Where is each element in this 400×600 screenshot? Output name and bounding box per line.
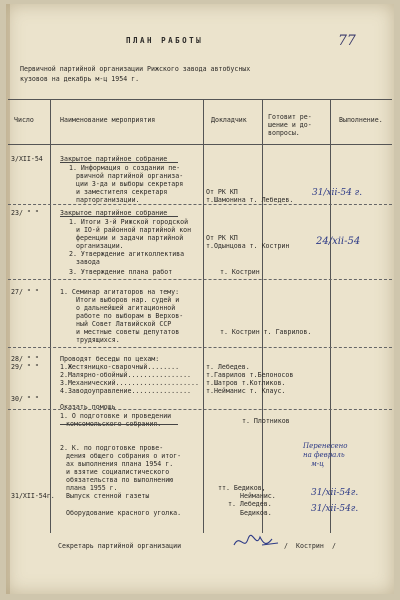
row-separator xyxy=(8,347,392,348)
row-3-text: т.Гаврилов т.Белоносов xyxy=(206,371,294,379)
row-1-text: завода xyxy=(76,258,100,266)
row-4-text: дения общего собрания о итог- xyxy=(66,452,182,460)
row-3-text: 30/ " " xyxy=(11,395,39,403)
header-preparer-1: Готовит ре- xyxy=(268,113,312,121)
column-divider-2 xyxy=(203,99,204,533)
heading-underline xyxy=(60,216,178,217)
row-1-text: ференции и задачи партийной xyxy=(76,234,184,242)
row-1-text: и IO-й районной партийной кон xyxy=(76,226,192,234)
row-3-text: Оказать помощь xyxy=(60,403,116,411)
subtitle-line-2: кузовов на декабрь м-ц 1954 г. xyxy=(20,75,140,83)
row-4-text: ах выполнения плана 1954 г. xyxy=(66,460,174,468)
page-edge-left xyxy=(6,4,10,594)
row-2-text: ный Совет Латвийской ССР xyxy=(76,320,172,328)
row-1-text: Закрытое партийное собрание xyxy=(60,209,168,217)
header-event: Наименование мероприятия xyxy=(60,116,156,124)
row-1-text: 23/ " " xyxy=(11,209,39,217)
folio-number: 77 xyxy=(338,33,356,49)
row-1-text: 1. Итоги 3-й Рижской городской xyxy=(69,218,189,226)
handwritten-note: на февраль xyxy=(303,451,345,459)
row-4-text: т. Плотников xyxy=(242,417,290,425)
secretary-name: Кострин xyxy=(296,542,324,550)
row-2-text: о дальнейшей агитационной xyxy=(76,304,176,312)
row-separator xyxy=(8,279,392,280)
row-3-text: т. Лебедев. xyxy=(206,363,250,371)
handwritten-note: 31/xii-54 г. xyxy=(312,188,363,198)
row-5-text: Бедиков. xyxy=(240,509,272,517)
column-divider-4 xyxy=(330,99,331,533)
heading-underline xyxy=(60,424,178,425)
row-4-text: 1. О подготовке и проведении xyxy=(60,412,172,420)
subtitle-line-1: Первичной партийной организации Рижского завода автобусных xyxy=(20,65,251,73)
row-3-text: 2.Малярно-обойный................ xyxy=(60,371,192,379)
row-0-text: т.Шамонина т. Лебедев. xyxy=(206,196,294,204)
row-0-text: ции 3-да и выборы секретаря xyxy=(76,180,184,188)
row-5-text: Выпуск стенной газеты xyxy=(66,492,150,500)
row-1-text: т.Одынцова т. Кострин xyxy=(206,242,290,250)
document-title: ПЛАН РАБОТЫ xyxy=(126,36,204,45)
row-3-text: 29/ " " xyxy=(11,363,39,371)
header-date: Число xyxy=(14,116,34,124)
handwritten-note: 31/xii-54г. xyxy=(311,488,359,498)
row-2-text: работе по выборам в Верхов- xyxy=(76,312,184,320)
row-1-text: 3. Утверждение плана работ xyxy=(69,268,173,276)
row-2-text: и местные советы депутатов xyxy=(76,328,180,336)
header-preparer-3: вопросы. xyxy=(268,129,300,137)
row-4-text: тт. Бедиков, xyxy=(218,484,266,492)
row-3-text: Проводят беседы по цехам: xyxy=(60,355,160,363)
row-5-text: т. Лебедев. xyxy=(228,500,272,508)
secretary-slash-left: / xyxy=(284,542,288,550)
row-2-text: 1. Семинар агитаторов на тему: xyxy=(60,288,180,296)
handwritten-note: Перенесено xyxy=(303,442,348,450)
row-4-text: и взятие социалистического xyxy=(66,468,170,476)
row-5-text: Оборудование красного уголка. xyxy=(66,509,182,517)
handwritten-note: 31/xii-54г. xyxy=(311,504,359,514)
row-2-text: 27/ " " xyxy=(11,288,39,296)
row-1-text: 2. Утверждение агитколлектива xyxy=(69,250,185,258)
handwritten-note: м-ц xyxy=(311,460,325,468)
document-page xyxy=(6,4,394,594)
row-1-text: От РК КП xyxy=(206,234,238,242)
row-3-text: 3.Механический..................... xyxy=(60,379,199,387)
heading-underline xyxy=(60,162,178,163)
row-1-text: т. Кострин xyxy=(220,268,260,276)
header-completion: Выполнение. xyxy=(339,116,383,124)
row-0-text: и заместителя секретаря xyxy=(76,188,168,196)
handwritten-note: 24/xii-54 xyxy=(316,236,361,247)
row-3-text: т.Нейманис т. Клаус. xyxy=(206,387,286,395)
row-3-text: 4.Заводоуправление............... xyxy=(60,387,192,395)
header-reporter: Докладчик xyxy=(211,116,247,124)
row-4-text: комсомольского собрания. xyxy=(66,420,162,428)
row-0-text: От РК КП xyxy=(206,188,238,196)
row-1-text: организации. xyxy=(76,242,124,250)
row-4-text: 2. К. по подготовке прове- xyxy=(60,444,164,452)
row-3-text: т.Шатров т.Котликов. xyxy=(206,379,286,387)
table-header-rule xyxy=(8,144,392,145)
secretary-signature xyxy=(232,531,280,553)
row-2-text: Итоги выборов нар. судей и xyxy=(76,296,180,304)
row-3-text: 28/ " " xyxy=(11,355,39,363)
row-5-text: 31/XII-54г. xyxy=(11,492,55,500)
row-4-text: плана 1955 г. xyxy=(66,484,118,492)
column-divider-3 xyxy=(262,99,263,533)
row-0-text: парторганизации. xyxy=(76,196,140,204)
row-0-text: 1. Информация о создании пе- xyxy=(69,164,181,172)
row-0-text: рвичной партийной организа- xyxy=(76,172,184,180)
row-4-text: обязательства по выполнению xyxy=(66,476,174,484)
row-separator xyxy=(8,204,392,205)
secretary-label: Секретарь партийной организации xyxy=(58,542,182,550)
table-top-rule xyxy=(8,99,392,100)
row-4-text: Нейманис. xyxy=(240,492,276,500)
row-0-text: Закрытое партийное собрание xyxy=(60,155,168,163)
row-2-text: т. Кострин т. Гаврилов. xyxy=(220,328,312,336)
secretary-slash-right: / xyxy=(332,542,336,550)
header-preparer-2: шение и до- xyxy=(268,121,312,129)
row-2-text: трудящихся. xyxy=(76,336,120,344)
column-divider-1 xyxy=(50,99,51,533)
row-3-text: 1.Жестяницко-сварочный........ xyxy=(60,363,180,371)
row-0-text: 3/XII-54 xyxy=(11,155,43,163)
